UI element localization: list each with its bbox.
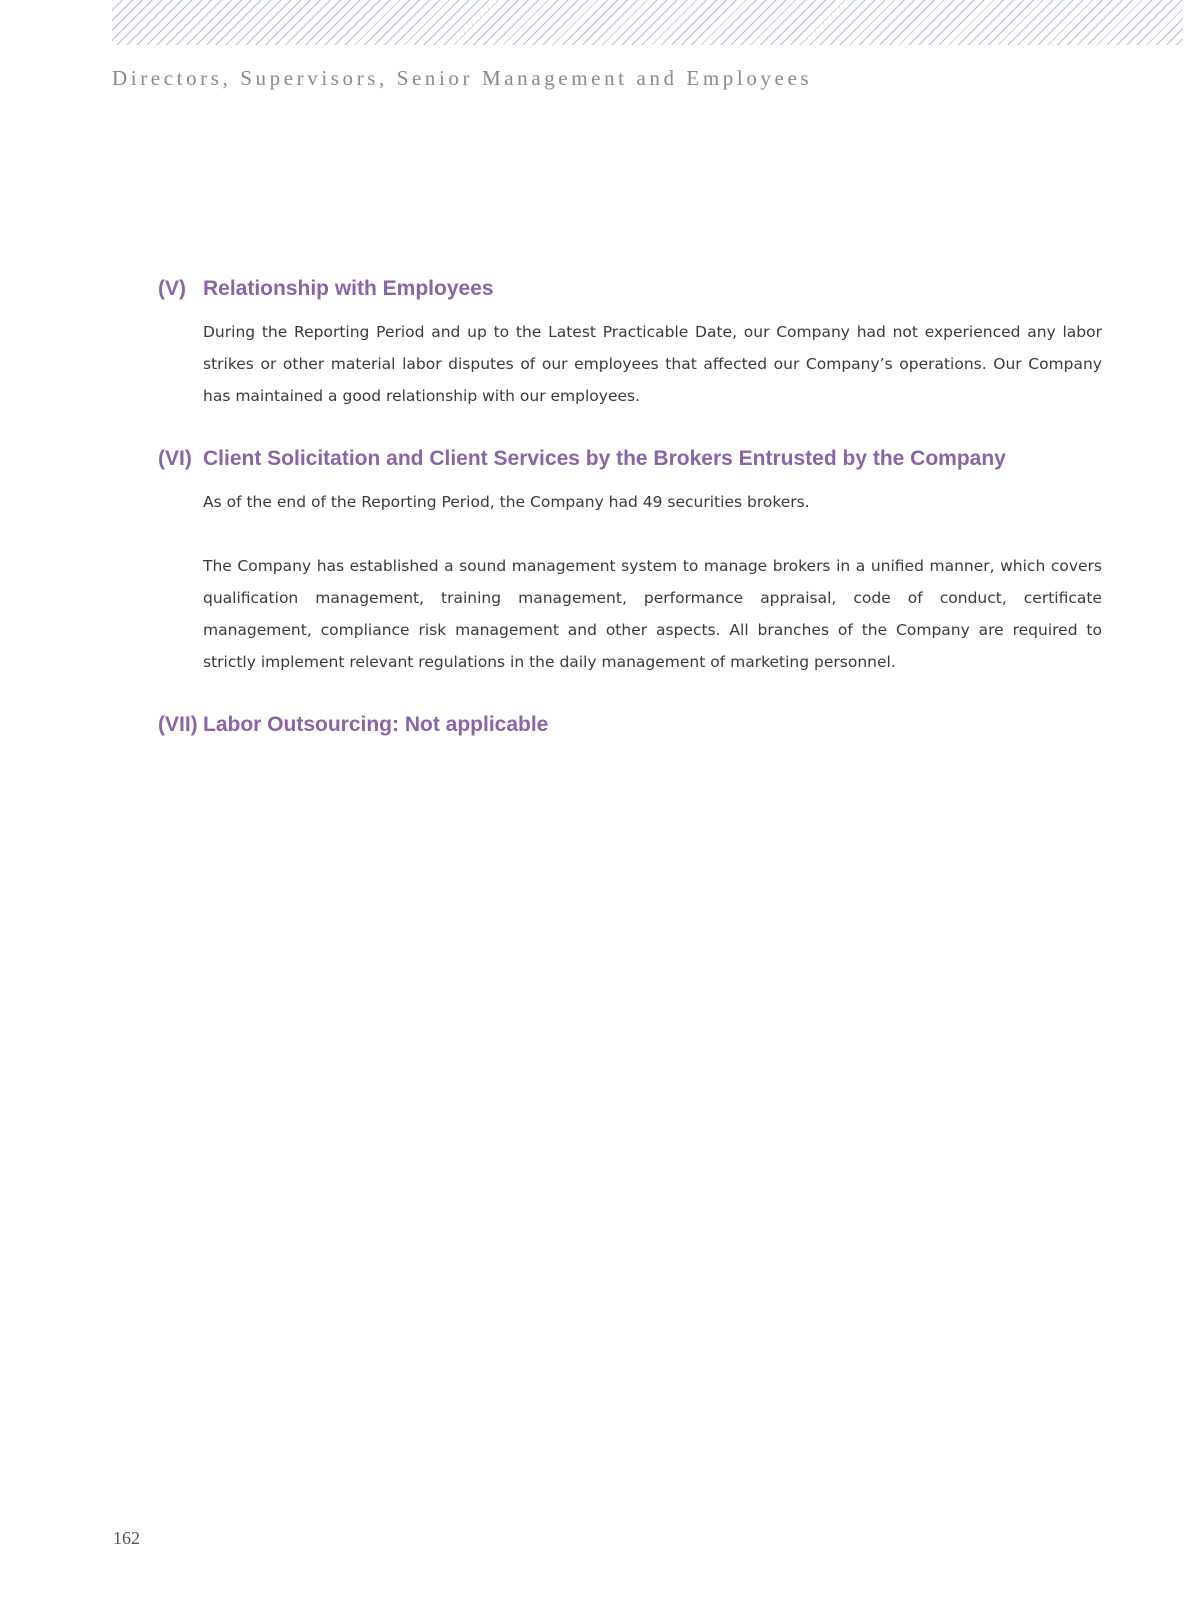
section-title: Relationship with Employees: [203, 277, 494, 300]
section-number: (VI): [158, 447, 192, 470]
section-number: (VII): [158, 713, 198, 736]
paragraph: As of the end of the Reporting Period, the Company had 49 securities brokers.: [203, 493, 810, 511]
section-relationship-with-employees: [158, 274, 1102, 412]
section-title: Client Solicitation and Client Services by the Brokers Entrusted by the Company: [203, 447, 1006, 470]
paragraph: The Company has established a sound management system to manage brokers in a unified manner, which covers qualification management, training management, performance appraisal, code of conduct, certificate management, compliance risk management and other aspects. All branches of the Company are required to strictly implement relevant regulations in the daily management of marketing personnel.: [203, 557, 1102, 671]
section-number: (V): [158, 277, 186, 300]
section-labor-outsourcing: [158, 710, 1102, 740]
decorative-hatch-band: [112, 0, 1183, 45]
section-client-solicitation: [158, 444, 1102, 678]
section-title: Labor Outsourcing: Not applicable: [203, 713, 549, 736]
page-number: 162: [113, 1528, 140, 1548]
section-heading: [158, 710, 1102, 740]
running-header: Directors, Supervisors, Senior Management and Employees: [112, 66, 813, 90]
section-heading: [158, 444, 1102, 474]
main-content: [158, 274, 1102, 752]
section-heading: [158, 274, 1102, 304]
section-body: [203, 316, 1102, 412]
section-body: [203, 486, 1102, 678]
paragraph: During the Reporting Period and up to the Latest Practicable Date, our Company had not experienced any labor strikes or other material labor disputes of our employees that affected our Company’s operations. Our Company has maintained a good relationship with our employees.: [203, 323, 1102, 405]
